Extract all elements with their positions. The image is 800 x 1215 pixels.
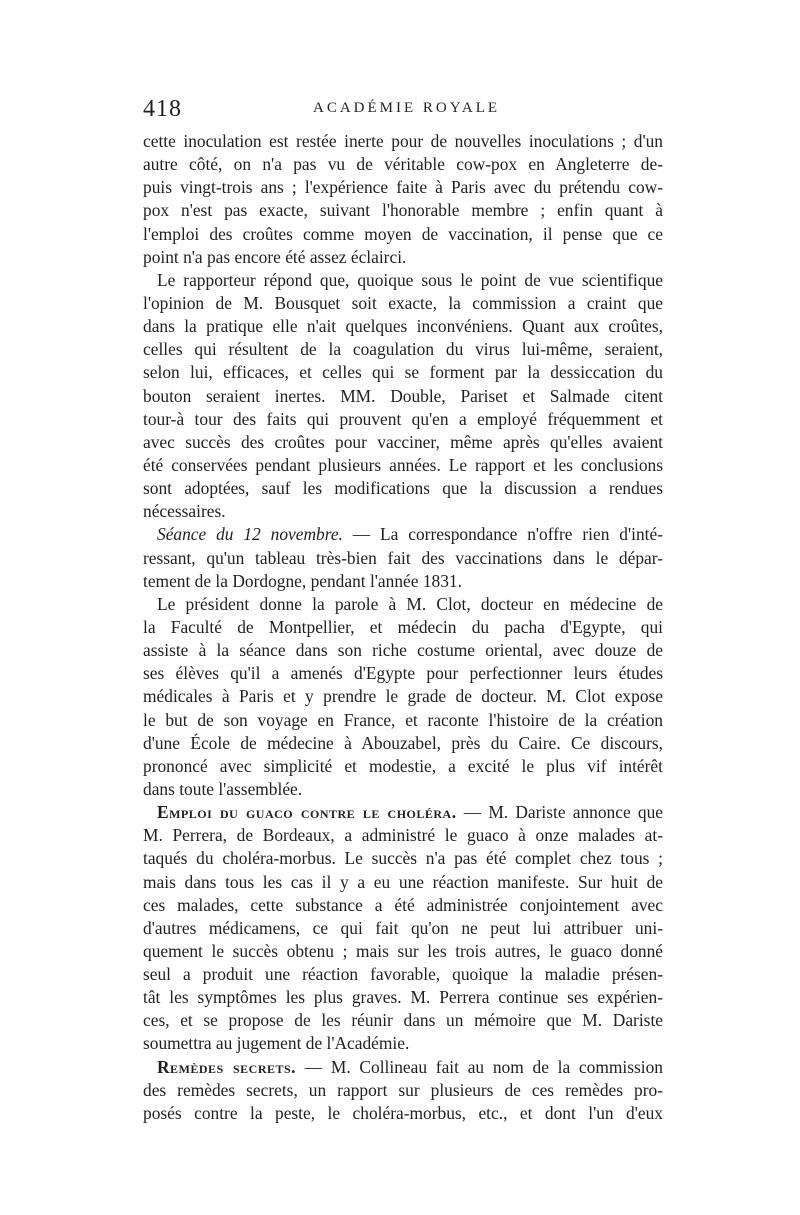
- text-segment: des remèdes secrets, un rapport sur plusieurs de ces remèdes pro-: [143, 1079, 663, 1100]
- text-line: [143, 246, 663, 269]
- text-segment: — M. Collineau fait au nom de la commission: [296, 1056, 663, 1077]
- text-segment: celles qui résultent de la coagulation du virus lui-même, seraient,: [143, 339, 663, 360]
- text-line: [143, 801, 663, 824]
- text-line: [143, 755, 663, 778]
- text-line: [143, 477, 663, 500]
- text-segment: dans la pratique elle n'ait quelques inconvéniens. Quant aux croûtes,: [143, 316, 663, 337]
- text-segment: prononcé avec simplicité et modestie, a excité le plus vif intérêt: [143, 755, 663, 776]
- text-line: [143, 1009, 663, 1032]
- page-number: 418: [143, 96, 182, 122]
- text-line: [143, 292, 663, 315]
- text-line: [143, 130, 663, 153]
- text-line: [143, 431, 663, 454]
- text-segment: la Faculté de Montpellier, et médecin du pacha d'Egypte, qui: [143, 616, 663, 637]
- text-segment: quement le succès obtenu ; mais sur les trois autres, le guaco donné: [143, 940, 663, 961]
- text-segment: posés contre la peste, le choléra-morbus, etc., et dont l'un d'eux: [143, 1102, 663, 1123]
- section-heading: Remèdes secrets.: [157, 1056, 297, 1077]
- text-segment: taqués du choléra-morbus. Le succès n'a pas été complet chez tous ;: [143, 848, 663, 869]
- text-line: [143, 616, 663, 639]
- text-line: [143, 593, 663, 616]
- text-segment: ses élèves qu'il a amenés d'Egypte pour perfectionner leurs études: [143, 663, 663, 684]
- text-segment: cette inoculation est restée inerte pour de nouvelles inoculations ; d'un: [143, 131, 663, 151]
- text-line: [143, 385, 663, 408]
- text-segment: point n'a pas encore été assez éclairci.: [143, 246, 407, 267]
- text-line: [143, 1102, 663, 1125]
- text-segment: assiste à la séance dans son riche costume oriental, avec douze de: [143, 640, 663, 661]
- body-text: [143, 130, 663, 1125]
- text-segment: — M. Dariste annonce que: [456, 802, 663, 823]
- text-line: [143, 547, 663, 570]
- text-line: [143, 1032, 663, 1055]
- text-segment: M. Perrera, de Bordeaux, a administré le guaco à onze malades at-: [143, 825, 663, 846]
- text-segment: tour-à tour des faits qui prouvent qu'en a employé fréquemment et: [143, 408, 663, 429]
- text-segment: Le rapporteur répond que, quoique sous le point de vue scientifique: [157, 269, 663, 290]
- text-line: [143, 1079, 663, 1102]
- text-line: [143, 639, 663, 662]
- text-line: [143, 871, 663, 894]
- text-segment: puis vingt-trois ans ; l'expérience faite à Paris avec du prétendu cow-: [143, 177, 663, 198]
- text-segment: dans toute l'assemblée.: [143, 778, 303, 799]
- text-line: [143, 454, 663, 477]
- text-line: [143, 917, 663, 940]
- text-segment: avec succès des croûtes pour vacciner, même après qu'elles avaient: [143, 431, 663, 452]
- text-line: [143, 824, 663, 847]
- text-segment: ressant, qu'un tableau très-bien fait des vaccinations dans le dépar-: [143, 547, 663, 568]
- text-line: [143, 361, 663, 384]
- session-date: Séance du 12 novembre.: [157, 524, 343, 545]
- text-segment: ces, et se propose de les réunir dans un mémoire que M. Dariste: [143, 1010, 663, 1031]
- text-segment: soumettra au jugement de l'Académie.: [143, 1033, 410, 1054]
- text-segment: — La correspondance n'offre rien d'inté-: [342, 524, 663, 545]
- text-segment: sont adoptées, sauf les modifications que la discussion a rendues: [143, 478, 663, 499]
- text-line: [143, 732, 663, 755]
- text-line: [143, 269, 663, 292]
- text-segment: pox n'est pas exacte, suivant l'honorable membre ; enfin quant à: [143, 200, 663, 221]
- text-segment: tement de la Dordogne, pendant l'année 1831.: [143, 570, 462, 591]
- text-line: [143, 500, 663, 523]
- text-line: [143, 662, 663, 685]
- running-head: ACADÉMIE ROYALE: [313, 100, 501, 116]
- text-segment: le but de son voyage en France, et raconte l'histoire de la création: [143, 709, 663, 730]
- text-segment: nécessaires.: [143, 501, 226, 522]
- text-line: [143, 315, 663, 338]
- text-line: [143, 963, 663, 986]
- text-line: [143, 685, 663, 708]
- text-line: [143, 523, 663, 546]
- text-line: [143, 986, 663, 1009]
- text-line: [143, 847, 663, 870]
- text-segment: selon lui, efficaces, et celles qui se forment par la dessiccation du: [143, 362, 663, 383]
- text-segment: tât les symptômes les plus graves. M. Perrera continue ses expérien-: [143, 987, 663, 1008]
- text-line: [143, 570, 663, 593]
- text-segment: mais dans tous les cas il y a eu une réaction manifeste. Sur huit de: [143, 871, 663, 892]
- text-segment: d'autres médicamens, ce qui fait qu'on ne peut lui attribuer uni-: [143, 917, 663, 938]
- text-segment: Le président donne la parole à M. Clot, docteur en médecine de: [157, 593, 663, 614]
- text-segment: d'une École de médecine à Abouzabel, près du Caire. Ce discours,: [143, 732, 663, 753]
- text-segment: médicales à Paris et y prendre le grade de docteur. M. Clot expose: [143, 686, 663, 707]
- text-segment: l'opinion de M. Bousquet soit exacte, la commission a craint que: [143, 292, 663, 313]
- text-segment: ces malades, cette substance a été administrée conjointement avec: [143, 894, 663, 915]
- text-segment: été conservées pendant plusieurs années. Le rapport et les conclusions: [143, 454, 663, 475]
- section-heading: Emploi du guaco contre le choléra.: [157, 802, 457, 823]
- text-segment: bouton seraient inertes. MM. Double, Pariset et Salmade citent: [143, 385, 663, 406]
- text-segment: l'emploi des croûtes comme moyen de vaccination, il pense que ce: [143, 223, 663, 244]
- text-segment: autre côté, on n'a pas vu de véritable cow-pox en Angleterre de-: [143, 154, 663, 175]
- text-line: [143, 408, 663, 431]
- text-line: [143, 223, 663, 246]
- text-line: [143, 1056, 663, 1079]
- text-line: [143, 153, 663, 176]
- text-line: [143, 199, 663, 222]
- text-segment: seul a produit une réaction favorable, quoique la maladie présen-: [143, 964, 663, 985]
- text-line: [143, 940, 663, 963]
- text-line: [143, 709, 663, 732]
- page-header: [143, 96, 683, 126]
- text-line: [143, 176, 663, 199]
- text-line: [143, 778, 663, 801]
- text-line: [143, 894, 663, 917]
- text-line: [143, 338, 663, 361]
